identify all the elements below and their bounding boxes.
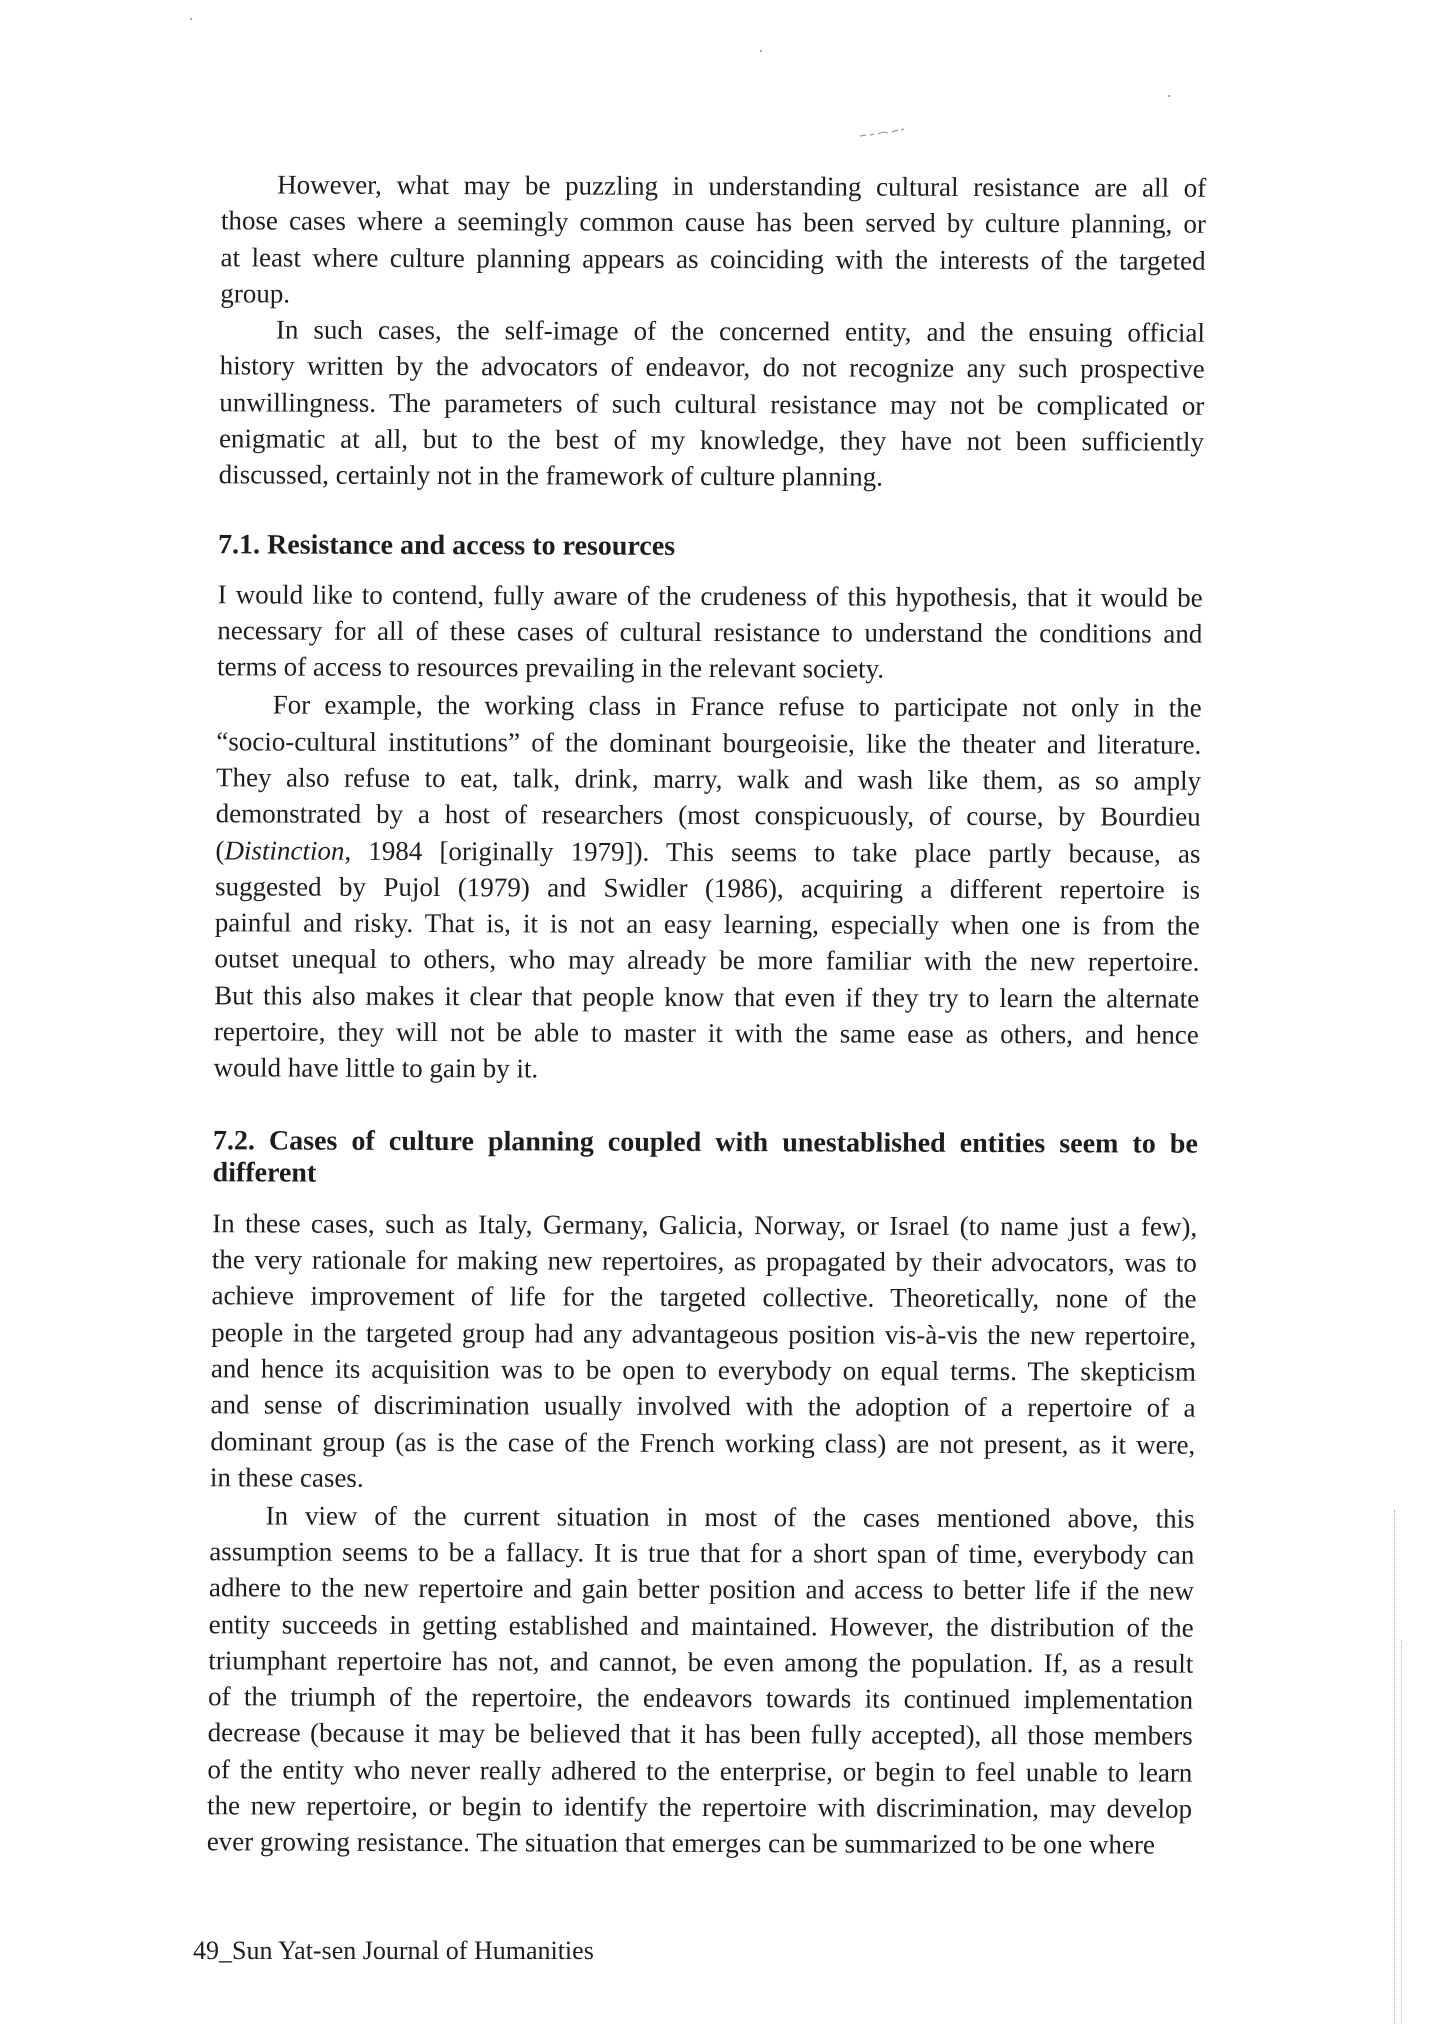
paragraph-line: history written by the advocators of endeavor, do not recognize any such prospective xyxy=(219,350,1205,385)
running-footer: 49_Sun Yat-sen Journal of Humanities xyxy=(193,1936,594,1965)
paragraph-line: assumption seems to be a fallacy. It is true that for a short span of time, everybody can xyxy=(209,1536,1195,1570)
italic-book-title: Distinction xyxy=(224,834,345,866)
paragraph-line: at least where culture planning appears as coinciding with the interests of the targeted xyxy=(220,241,1206,276)
paragraph-line: In these cases, such as Italy, Germany, Galicia, Norway, or Israel (to name just a few), xyxy=(212,1208,1198,1242)
article-body xyxy=(207,166,1207,1863)
paragraph-line: dominant group (as is the case of the French working class) are not present, as it were, xyxy=(210,1425,1196,1460)
paragraph xyxy=(213,687,1201,1090)
line-segment: , 1984 [originally 1979]). This seems to take place partly because, as xyxy=(344,835,1201,869)
paragraph-line: ever growing resistance. The situation that emerges can be summarized to be one where xyxy=(206,1826,1156,1860)
paragraph-line: the new repertoire, or begin to identify the repertoire with discrimination, may develop xyxy=(206,1790,1193,1824)
paragraph-line: triumphant repertoire has not, and cannot, be even among the population. If, as a result xyxy=(208,1645,1194,1679)
paragraph xyxy=(219,311,1206,496)
paragraph-line: For example, the working class in France refuse to participate not only in the xyxy=(272,689,1202,724)
paragraph-line: outset unequal to others, who may already be more familiar with the new repertoire. xyxy=(214,943,1200,978)
paragraph-line: of the triumph of the repertoire, the endeavors towards its continued implementation xyxy=(207,1681,1194,1715)
paragraph-line: of the entity who never really adhered to the enterprise, or begin to feel unable to learn xyxy=(207,1754,1193,1788)
paragraph-line: the very rationale for making new repertoires, as propagated by their advocators, was to xyxy=(211,1244,1197,1278)
paragraph-line: those cases where a seemingly common cause has been served by culture planning, or xyxy=(220,205,1207,240)
scan-speck xyxy=(760,50,762,52)
paragraph-line: enigmatic at all, but to the best of my knowledge, they have not been sufficiently xyxy=(218,423,1205,457)
section-heading xyxy=(218,528,1203,568)
paragraph xyxy=(220,166,1206,315)
paragraph-line: necessary for all of these cases of cultural resistance to understand the conditions and xyxy=(217,615,1203,649)
paragraph-line: repertoire, they will not be able to master it with the same ease as others, and hence xyxy=(213,1016,1199,1050)
line-segment: ( xyxy=(215,834,225,865)
paragraph-line: would have little to gain by it. xyxy=(213,1052,539,1084)
paragraph-line: entity succeeds in getting established and maintained. However, the distribution of the xyxy=(208,1608,1194,1643)
paragraph xyxy=(217,576,1203,688)
scan-smudge xyxy=(858,126,906,140)
paragraph-line: people in the targeted group had any advantageous position vis-à-vis the new repertoire, xyxy=(211,1316,1197,1351)
scan-speck xyxy=(1168,95,1170,97)
paragraph-line: unwillingness. The parameters of such cultural resistance may not be complicated or xyxy=(219,387,1205,421)
paragraph-line xyxy=(215,832,1200,872)
section-heading-line: 7.1. Resistance and access to resources xyxy=(217,529,676,563)
paragraph-line: They also refuse to eat, talk, drink, marry, walk and wash like them, as so amply xyxy=(215,762,1202,796)
paragraph-line: I would like to contend, fully aware of the crudeness of this hypothesis, that it would be xyxy=(217,578,1203,613)
paragraph-line: demonstrated by a host of researchers (most conspicuously, of course, by Bourdieu xyxy=(215,798,1201,832)
scan-speck xyxy=(190,18,192,20)
paragraph-line: and sense of discrimination usually involved with the adoption of a repertoire of a xyxy=(210,1389,1196,1423)
paragraph-line: “socio-cultural institutions” of the dominant bourgeoisie, like the theater and literature. xyxy=(216,725,1202,760)
paragraph-line: decrease (because it may be believed that it has been fully accepted), all those members xyxy=(207,1717,1193,1752)
scan-edge-line xyxy=(1401,1640,1402,2024)
scan-edge-line xyxy=(1394,1510,1395,2024)
paragraph-line: In such cases, the self-image of the concerned entity, and the ensuing official xyxy=(275,314,1206,348)
paragraph-line: However, what may be puzzling in understanding cultural resistance are all of xyxy=(277,169,1207,203)
paragraph-line: group. xyxy=(220,278,291,309)
section-heading-line: different xyxy=(212,1157,317,1189)
paragraph-line: in these cases. xyxy=(209,1462,364,1493)
paragraph-line: But this also makes it clear that people know that even if they try to learn the alternate xyxy=(214,980,1200,1014)
paragraph xyxy=(210,1205,1198,1499)
paragraph-line: suggested by Pujol (1979) and Swidler (1986), acquiring a different repertoire is xyxy=(214,871,1201,905)
section-heading-line: 7.2. Cases of culture planning coupled with unestablished entities seem to be xyxy=(212,1124,1199,1160)
paragraph xyxy=(207,1497,1195,1863)
section-heading xyxy=(212,1125,1198,1194)
paragraph-line: discussed, certainly not in the framework of culture planning. xyxy=(218,459,884,492)
paragraph-line: terms of access to resources prevailing in the relevant society. xyxy=(216,651,885,684)
paragraph-line: painful and risky. That is, it is not an easy learning, especially when one is from the xyxy=(214,907,1200,941)
paragraph-line: adhere to the new repertoire and gain better position and access to better life if the new xyxy=(208,1572,1195,1606)
paragraph-line: In view of the current situation in most of the cases mentioned above, this xyxy=(265,1500,1195,1534)
paragraph-line: achieve improvement of life for the targeted collective. Theoretically, none of the xyxy=(211,1280,1197,1315)
paragraph-line: and hence its acquisition was to be open to everybody on equal terms. The skepticism xyxy=(210,1353,1197,1387)
